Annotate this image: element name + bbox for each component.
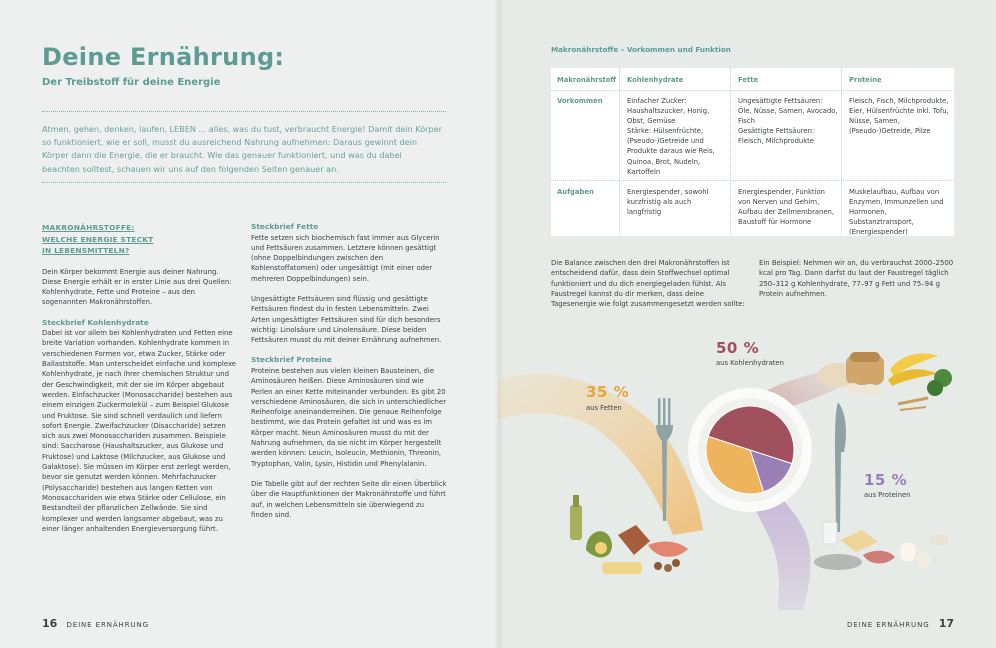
balance-paragraph: Die Balance zwischen den drei Makronährstoffen ist entscheidend dafür, dass dein Stoffwechsel optimal funktioniert und du dich energiegeladen fühlst. Als Faustregel kannst du dir merken, dass deine Tagesenergie wie folgt zusammengesetzt werden sollte:: [551, 259, 745, 309]
text-column-1: [42, 222, 238, 534]
plate-illustration: [498, 330, 996, 610]
example-paragraph: Ein Beispiel: Nehmen wir an, du verbrauchst 2000–2500 kcal pro Tag. Dann darfst du laut der Faustregel täglich 250–312 g Kohlenhydrate, 77–97 g Fett und 75–94 g Protein aufnehmen.: [759, 259, 954, 298]
page-subtitle: Der Treibstoff für deine Energie: [42, 77, 221, 88]
paragraph: Die Tabelle gibt auf der rechten Seite dir einen Überblick über die Hauptfunktionen der Makronährstoffe und führt auf, in welchen Lebensmitteln sie überwiegend zu finden sind.: [251, 479, 447, 519]
paragraph: Dein Körper bekommt Energie aus deiner Nahrung. Diese Energie erhält er in erster Linie aus drei Quellen: Kohlenhydrate, Fette und Proteine – aus den sogenannten Makronährstoffen.: [42, 267, 232, 307]
subheading-proteins: Steckbrief Proteine: [251, 355, 332, 365]
macro-table: [551, 68, 954, 236]
paragraph: Fette setzen sich biochemisch fast immer aus Glycerin und Fettsäuren zusammen. Letztere können gesättigt (ohne Doppelbindungen zwischen den Kohlenstoffatomen) oder ungesättigt (mit einer oder mehreren Doppelbindungen) sein.: [251, 233, 440, 283]
macro-pie-chart: [706, 406, 794, 494]
fat-percentage: 35 %: [586, 383, 630, 401]
section-heading: MAKRONÄHRSTOFFE: WELCHE ENERGIE STECKT IN LEBENSMITTELN?: [42, 223, 154, 255]
divider-bottom: [42, 182, 446, 183]
protein-percentage: 15 %: [864, 471, 908, 489]
table-cell: Fleisch, Fisch, Milchprodukte, Eier, Hülsenfrüchte inkl. Tofu, Nüsse, Samen, (Pseudo-)Getreide, Pilze: [849, 97, 949, 136]
table-row-label: Aufgaben: [557, 188, 594, 196]
footer-left: [42, 617, 149, 630]
page-number: 16: [42, 617, 58, 630]
table-header: Kohlenhydrate: [627, 76, 684, 84]
protein-label: aus Proteinen: [864, 491, 911, 499]
divider-top: [42, 111, 446, 112]
paragraph: Ungesättigte Fettsäuren sind flüssig und gesättigte Fettsäuren findest du in festen Lebensmitteln. Zwei Arten ungesättigter Fettsäuren sind für dich besonders wichtig: Linolsäure und Linolensäure. Diese beiden Fettsäuren musst du mit deiner Ernährung aufnehmen.: [251, 294, 442, 345]
footer-right: [847, 617, 954, 630]
paragraph: Dabei ist vor allem bei Kohlenhydraten und Fetten eine breite Variation vorhanden. Kohlenhydrate kommen in verschiedenen Formen vor, etwa Zucker, Stärke oder Ballaststoffe. Man unterscheidet einfache und komplexe Kohlenhydrate, je nach ihrer chemischen Struktur und der Geschwindigkeit, mit der sie im Körper abgebaut werden. Einfachzucker (Monosaccharide) bestehen aus einem einzigen Zuckermolekül – zum Beispiel Glukose und Fruktose. Sie sind schnell verdaulich und liefern sofort Energie. Zweifachzucker (Disaccharide) setzen sich aus zwei Monosacchariden zusammen. Beispiele sind: Saccharose (Haushaltszucker, aus Glukose und Fruktose) und Laktose (Milchzucker, aus Glukose und Galaktose). Sie müssen im Körper erst zerlegt werden, bevor sie genutzt werden können. Mehrfachzucker (Polysaccharide) bestehen aus langen Ketten von Monosacchariden wie etwa Stärke oder Cellulose, ein Bestandteil der pflanzlichen Zellwände. Sie sind komplexer und werden langsamer abgebaut, was zu einer länger anhaltenden Energieversorgung führt.: [42, 329, 237, 533]
running-footer: DEINE ERNÄHRUNG: [66, 621, 149, 629]
subheading-fats: Steckbrief Fette: [251, 222, 319, 231]
table-cell: Muskelaufbau, Aufbau von Enzymen, Immunzellen und Hormonen, Substanztransport, (Energiespender): [849, 188, 944, 237]
carbohydrate-foods: [818, 352, 952, 410]
paragraph: Proteine bestehen aus vielen kleinen Bausteinen, die Aminosäuren heißen. Diese Aminosäuren sind wie Perlen an einer Kette miteinander verbunden. Es gibt 20 verschiedene Aminosäuren, die sich in unterschiedlicher Reihenfolge aneinanderreihen. Die genaue Reihenfolge bestimmt, wie das Protein gefaltet ist und was es im Körper macht. Neun Aminosäuren musst du mit der Nahrung aufnehmen, da sie nicht im Körper hergestellt werden können: Leucin, Isoleucin, Methionin, Threonin, Tryptophan, Valin, Lysin, Histidin und Phenylalanin.: [251, 366, 447, 468]
table-cell: Einfacher Zucker: Haushaltszucker, Honig, Obst, Gemüse Stärke: Hülsenfrüchte, (Pseudo-)Getreide und Produkte daraus wie Reis, Quinoa, Brot, Nudeln, Kartoffeln: [627, 97, 715, 176]
protein-foods: [814, 522, 948, 570]
table-cell: Ungesättigte Fettsäuren: Öle, Nüsse, Samen, Avocado, Fisch Gesättigte Fettsäuren: Fleisch, Milchprodukte: [738, 97, 838, 146]
table-row-label: Vorkommen: [557, 97, 603, 105]
carb-percentage: 50 %: [716, 339, 760, 357]
fat-label: aus Fetten: [586, 404, 622, 412]
table-cell: Energiespender, Funktion von Nerven und Gehirn, Aufbau der Zellmembranen, Baustoff für Hormone: [738, 188, 835, 227]
subheading-carbs: Steckbrief Kohlenhydrate: [42, 317, 149, 327]
page-number: 17: [938, 617, 954, 630]
table-title: Makronährstoffe – Vorkommen und Funktion: [551, 45, 731, 54]
table-cell: Energiespender, sowohl kurzfristig als auch langfristig: [627, 188, 709, 217]
knife-icon: [835, 402, 846, 532]
carb-label: aus Kohlenhydraten: [716, 359, 784, 367]
page-title: Deine Ernährung:: [42, 43, 285, 71]
table-header: Proteine: [849, 76, 882, 84]
text-column-2: [251, 222, 447, 520]
intro-text: Atmen, gehen, denken, laufen, LEBEN ... alles, was du tust, verbraucht Energie! Damit dein Körper so funktioniert, wie er soll, musst du ausreichend Nahrung aufnehmen: Daraus gewinnt dein Körper dann die Energie, die er braucht. Wie das genauer funktioniert, und was du dabei beachten solltest, schauen wir uns auf den folgenden Seiten genauer an.: [42, 124, 442, 174]
table-header: Fette: [738, 76, 759, 84]
table-header: Makronährstoff: [557, 76, 616, 84]
running-footer: DEINE ERNÄHRUNG: [847, 621, 930, 629]
